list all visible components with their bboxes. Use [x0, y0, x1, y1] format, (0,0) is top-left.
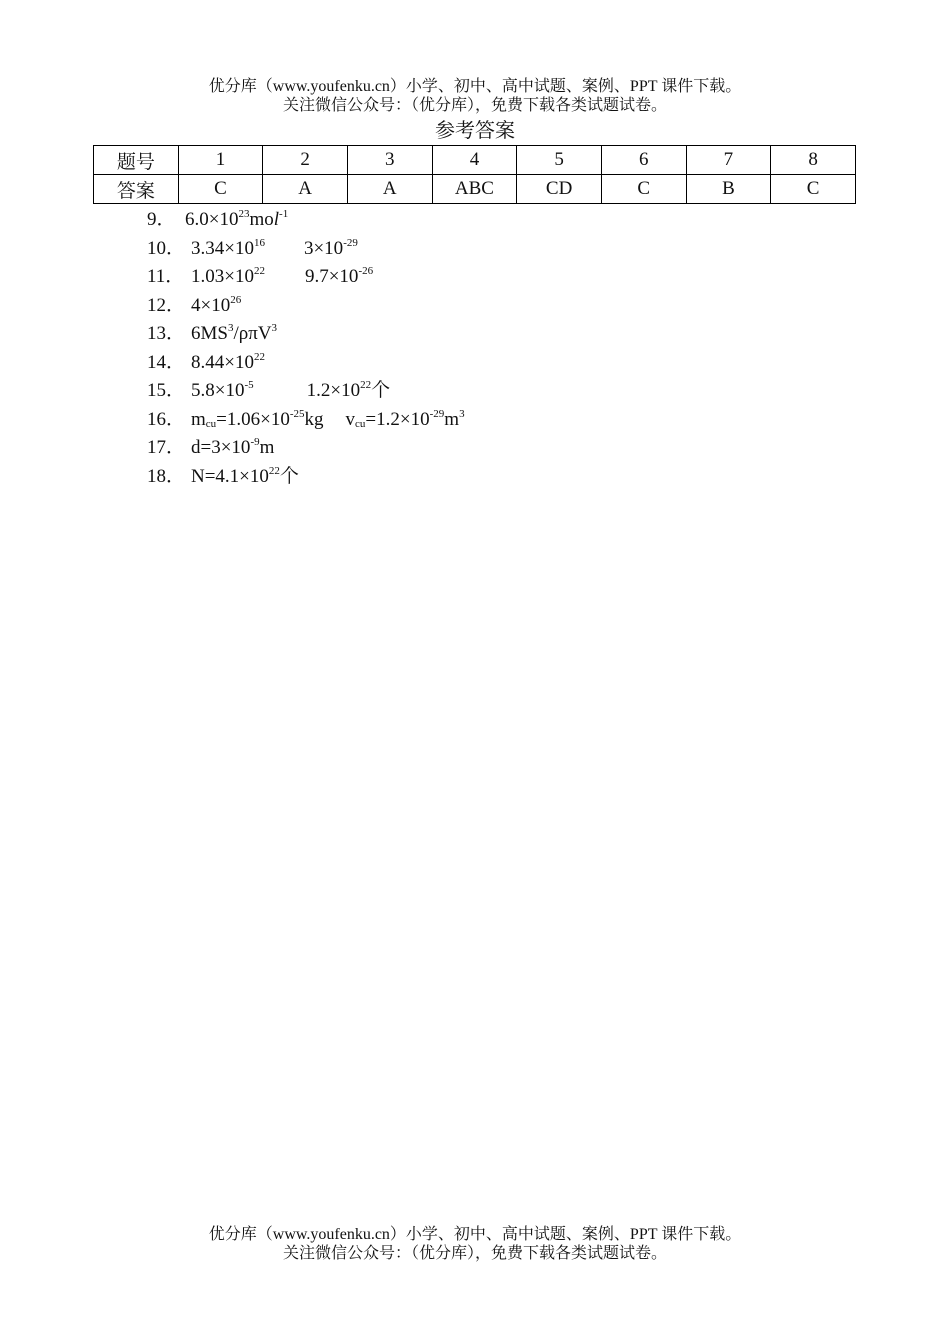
answer-text: =1.2×10 [365, 408, 430, 430]
question-number: 5 [517, 146, 602, 175]
answer-cell: A [347, 175, 432, 204]
exponent: 22 [253, 350, 265, 363]
answer-cell: CD [517, 175, 602, 204]
subscript: cu [205, 417, 217, 430]
item-number: 9． [147, 209, 176, 230]
exponent: -29 [343, 236, 358, 249]
answer-text: 6MS [191, 323, 228, 344]
answer-cell: ABC [432, 175, 517, 204]
question-number: 7 [686, 146, 771, 175]
answer-text: 个 [279, 465, 299, 487]
answer-text: 1.03×10 [191, 266, 254, 287]
item-number: 13． [147, 323, 186, 344]
question-number: 8 [771, 146, 856, 175]
item-number: 15． [147, 380, 186, 401]
exponent: -29 [429, 407, 445, 420]
answer-text: d=3×10 [191, 437, 251, 458]
answer-text: =1.06×10 [216, 408, 290, 430]
answer-text: 9.7×10 [304, 266, 359, 287]
question-number: 1 [178, 146, 263, 175]
exponent: -9 [250, 436, 260, 448]
answer-text: kg [304, 408, 324, 430]
item-number: 11． [147, 266, 185, 287]
exponent: -26 [358, 265, 374, 277]
answer-cell: C [601, 175, 686, 204]
page-title: 参考答案 [435, 120, 515, 142]
answer-item-17 [147, 434, 465, 463]
answer-text: v [345, 408, 356, 430]
question-number: 6 [601, 146, 686, 175]
exponent: 22 [268, 464, 280, 477]
footer-line-1: 优分库（www.youfenku.cn）小学、初中、高中试题、案例、PPT 课件下载。 [208, 1226, 742, 1243]
question-number: 4 [432, 146, 517, 175]
header-line-1: 优分库（www.youfenku.cn）小学、初中、高中试题、案例、PPT 课件下载。 [208, 78, 742, 95]
exponent: 22 [253, 265, 265, 277]
item-number: 16． [147, 408, 186, 430]
page-footer [0, 1225, 950, 1263]
answer-text: N=4.1×10 [191, 465, 269, 487]
answer-text: 5.8×10 [191, 380, 245, 401]
exponent: 3 [227, 322, 234, 334]
answer-text: 4×10 [191, 294, 231, 316]
question-number: 2 [263, 146, 348, 175]
header-line-2: 关注微信公众号：（优分库），免费下载各类试题试卷。 [282, 97, 667, 114]
footer-line-2: 关注微信公众号：（优分库），免费下载各类试题试卷。 [282, 1245, 667, 1262]
question-number: 3 [347, 146, 432, 175]
exponent: 16 [253, 236, 265, 249]
answer-item-12 [147, 292, 465, 321]
answer-item-13 [147, 320, 465, 349]
answer-item-10 [147, 235, 465, 264]
item-number: 17． [147, 437, 186, 458]
exponent: 26 [230, 293, 242, 306]
answer-text: 1.2×10 [306, 380, 361, 401]
item-number: 12． [147, 294, 186, 316]
answer-table [93, 145, 856, 204]
row-label: 题号 [94, 146, 179, 175]
item-number: 10． [147, 237, 186, 259]
exponent: -5 [244, 379, 254, 391]
answer-cell: A [263, 175, 348, 204]
answer-text: m [259, 437, 275, 458]
exponent: 23 [238, 208, 250, 220]
answer-text: m [444, 408, 460, 430]
answer-cell: C [178, 175, 263, 204]
row-label: 答案 [94, 175, 179, 204]
answer-text: 3×10 [303, 237, 344, 259]
exponent: -1 [279, 208, 289, 220]
answer-text: mo [249, 209, 274, 230]
answer-cell: C [771, 175, 856, 204]
answer-text: m [191, 408, 206, 430]
exponent: -25 [289, 407, 305, 420]
answer-text: 3.34×10 [191, 237, 254, 259]
answer-text: 个 [371, 380, 391, 401]
answer-list [147, 206, 465, 491]
item-number: 14． [147, 351, 186, 373]
answer-text: 8.44×10 [191, 351, 254, 373]
answer-row [94, 175, 856, 204]
answer-item-11 [147, 263, 465, 292]
subscript: cu [355, 417, 366, 430]
answer-text: /ρπV [233, 323, 272, 344]
exponent: 22 [360, 379, 372, 391]
answer-cell: B [686, 175, 771, 204]
question-number-row [94, 146, 856, 175]
answer-text-italic: l [273, 209, 280, 230]
answer-text: 6.0×10 [185, 209, 239, 230]
answer-item-9 [147, 206, 465, 235]
item-number: 18． [147, 465, 186, 487]
answer-item-14 [147, 349, 465, 378]
exponent: 3 [459, 407, 465, 420]
page-header [0, 77, 950, 115]
answer-item-18 [147, 463, 465, 492]
exponent: 3 [271, 322, 278, 334]
answer-item-15 [147, 377, 465, 406]
answer-item-16 [147, 406, 465, 435]
